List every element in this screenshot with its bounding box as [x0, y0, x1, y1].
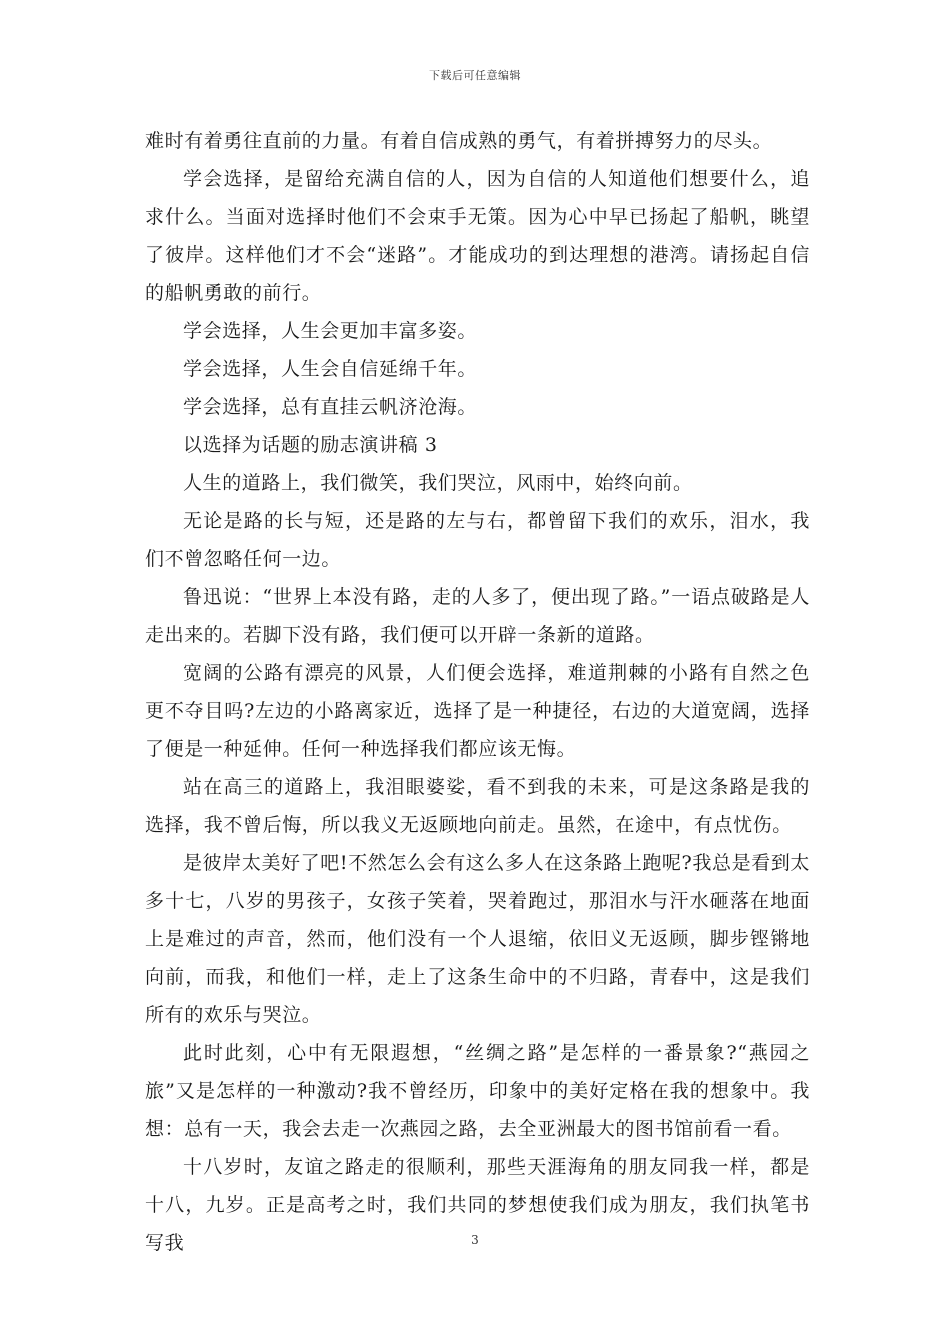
page-number: 3: [471, 1233, 479, 1247]
paragraph: 学会选择，总有直挂云帆济沧海。: [183, 396, 478, 418]
paragraph: 学会选择，是留给充满自信的人，因为自信的人知道他们想要什么，追求什么。当面对选择时他们不会束手无策。因为心中早已扬起了船帆，眺望了彼岸。这样他们才不会“迷路”。才能成功的到达理想的港湾。请扬起自信的船帆勇敢的前行。: [145, 168, 810, 304]
document-body: [145, 122, 810, 1262]
paragraph: 人生的道路上，我们微笑，我们哭泣，风雨中，始终向前。: [183, 472, 693, 494]
paragraph: 鲁迅说：“世界上本没有路，走的人多了，便出现了路。”一语点破路是人走出来的。若脚下没有路，我们便可以开辟一条新的道路。: [145, 586, 810, 646]
paragraph: 宽阔的公路有漂亮的风景，人们便会选择，难道荆棘的小路有自然之色更不夺目吗?左边的小路离家近，选择了是一种捷径，右边的大道宽阔，选择了便是一种延伸。任何一种选择我们都应该无悔。: [145, 662, 810, 760]
paragraph: 十八岁时，友谊之路走的很顺利，那些天涯海角的朋友同我一样，都是十八，九岁。正是高考之时，我们共同的梦想使我们成为朋友，我们执笔书写我: [145, 1156, 810, 1254]
paragraph: 站在高三的道路上，我泪眼婆娑，看不到我的未来，可是这条路是我的选择，我不曾后悔，所以我义无返顾地向前走。虽然，在途中，有点忧伤。: [145, 776, 810, 836]
page-header: 下载后可任意编辑: [429, 69, 521, 82]
paragraph: 无论是路的长与短，还是路的左与右，都曾留下我们的欢乐，泪水，我们不曾忽略任何一边。: [145, 510, 810, 570]
section-heading: 以选择为话题的励志演讲稿 3: [183, 434, 438, 456]
paragraph: 此时此刻，心中有无限遐想，“丝绸之路”是怎样的一番景象?“燕园之旅”又是怎样的一种激动?我不曾经历，印象中的美好定格在我的想象中。我想：总有一天，我会去走一次燕园之路，去全亚洲最大的图书馆前看一看。: [145, 1042, 810, 1140]
paragraph: 是彼岸太美好了吧!不然怎么会有这么多人在这条路上跑呢?我总是看到太多十七，八岁的男孩子，女孩子笑着，哭着跑过，那泪水与汗水砸落在地面上是难过的声音，然而，他们没有一个人退缩，依旧义无返顾，脚步铿锵地向前，而我，和他们一样，走上了这条生命中的不归路，青春中，这是我们所有的欢乐与哭泣。: [145, 852, 810, 1026]
paragraph: 学会选择，人生会自信延绵千年。: [183, 358, 478, 380]
paragraph: 学会选择，人生会更加丰富多姿。: [183, 320, 478, 342]
paragraph: 难时有着勇往直前的力量。有着自信成熟的勇气，有着拼搏努力的尽头。: [145, 130, 773, 152]
